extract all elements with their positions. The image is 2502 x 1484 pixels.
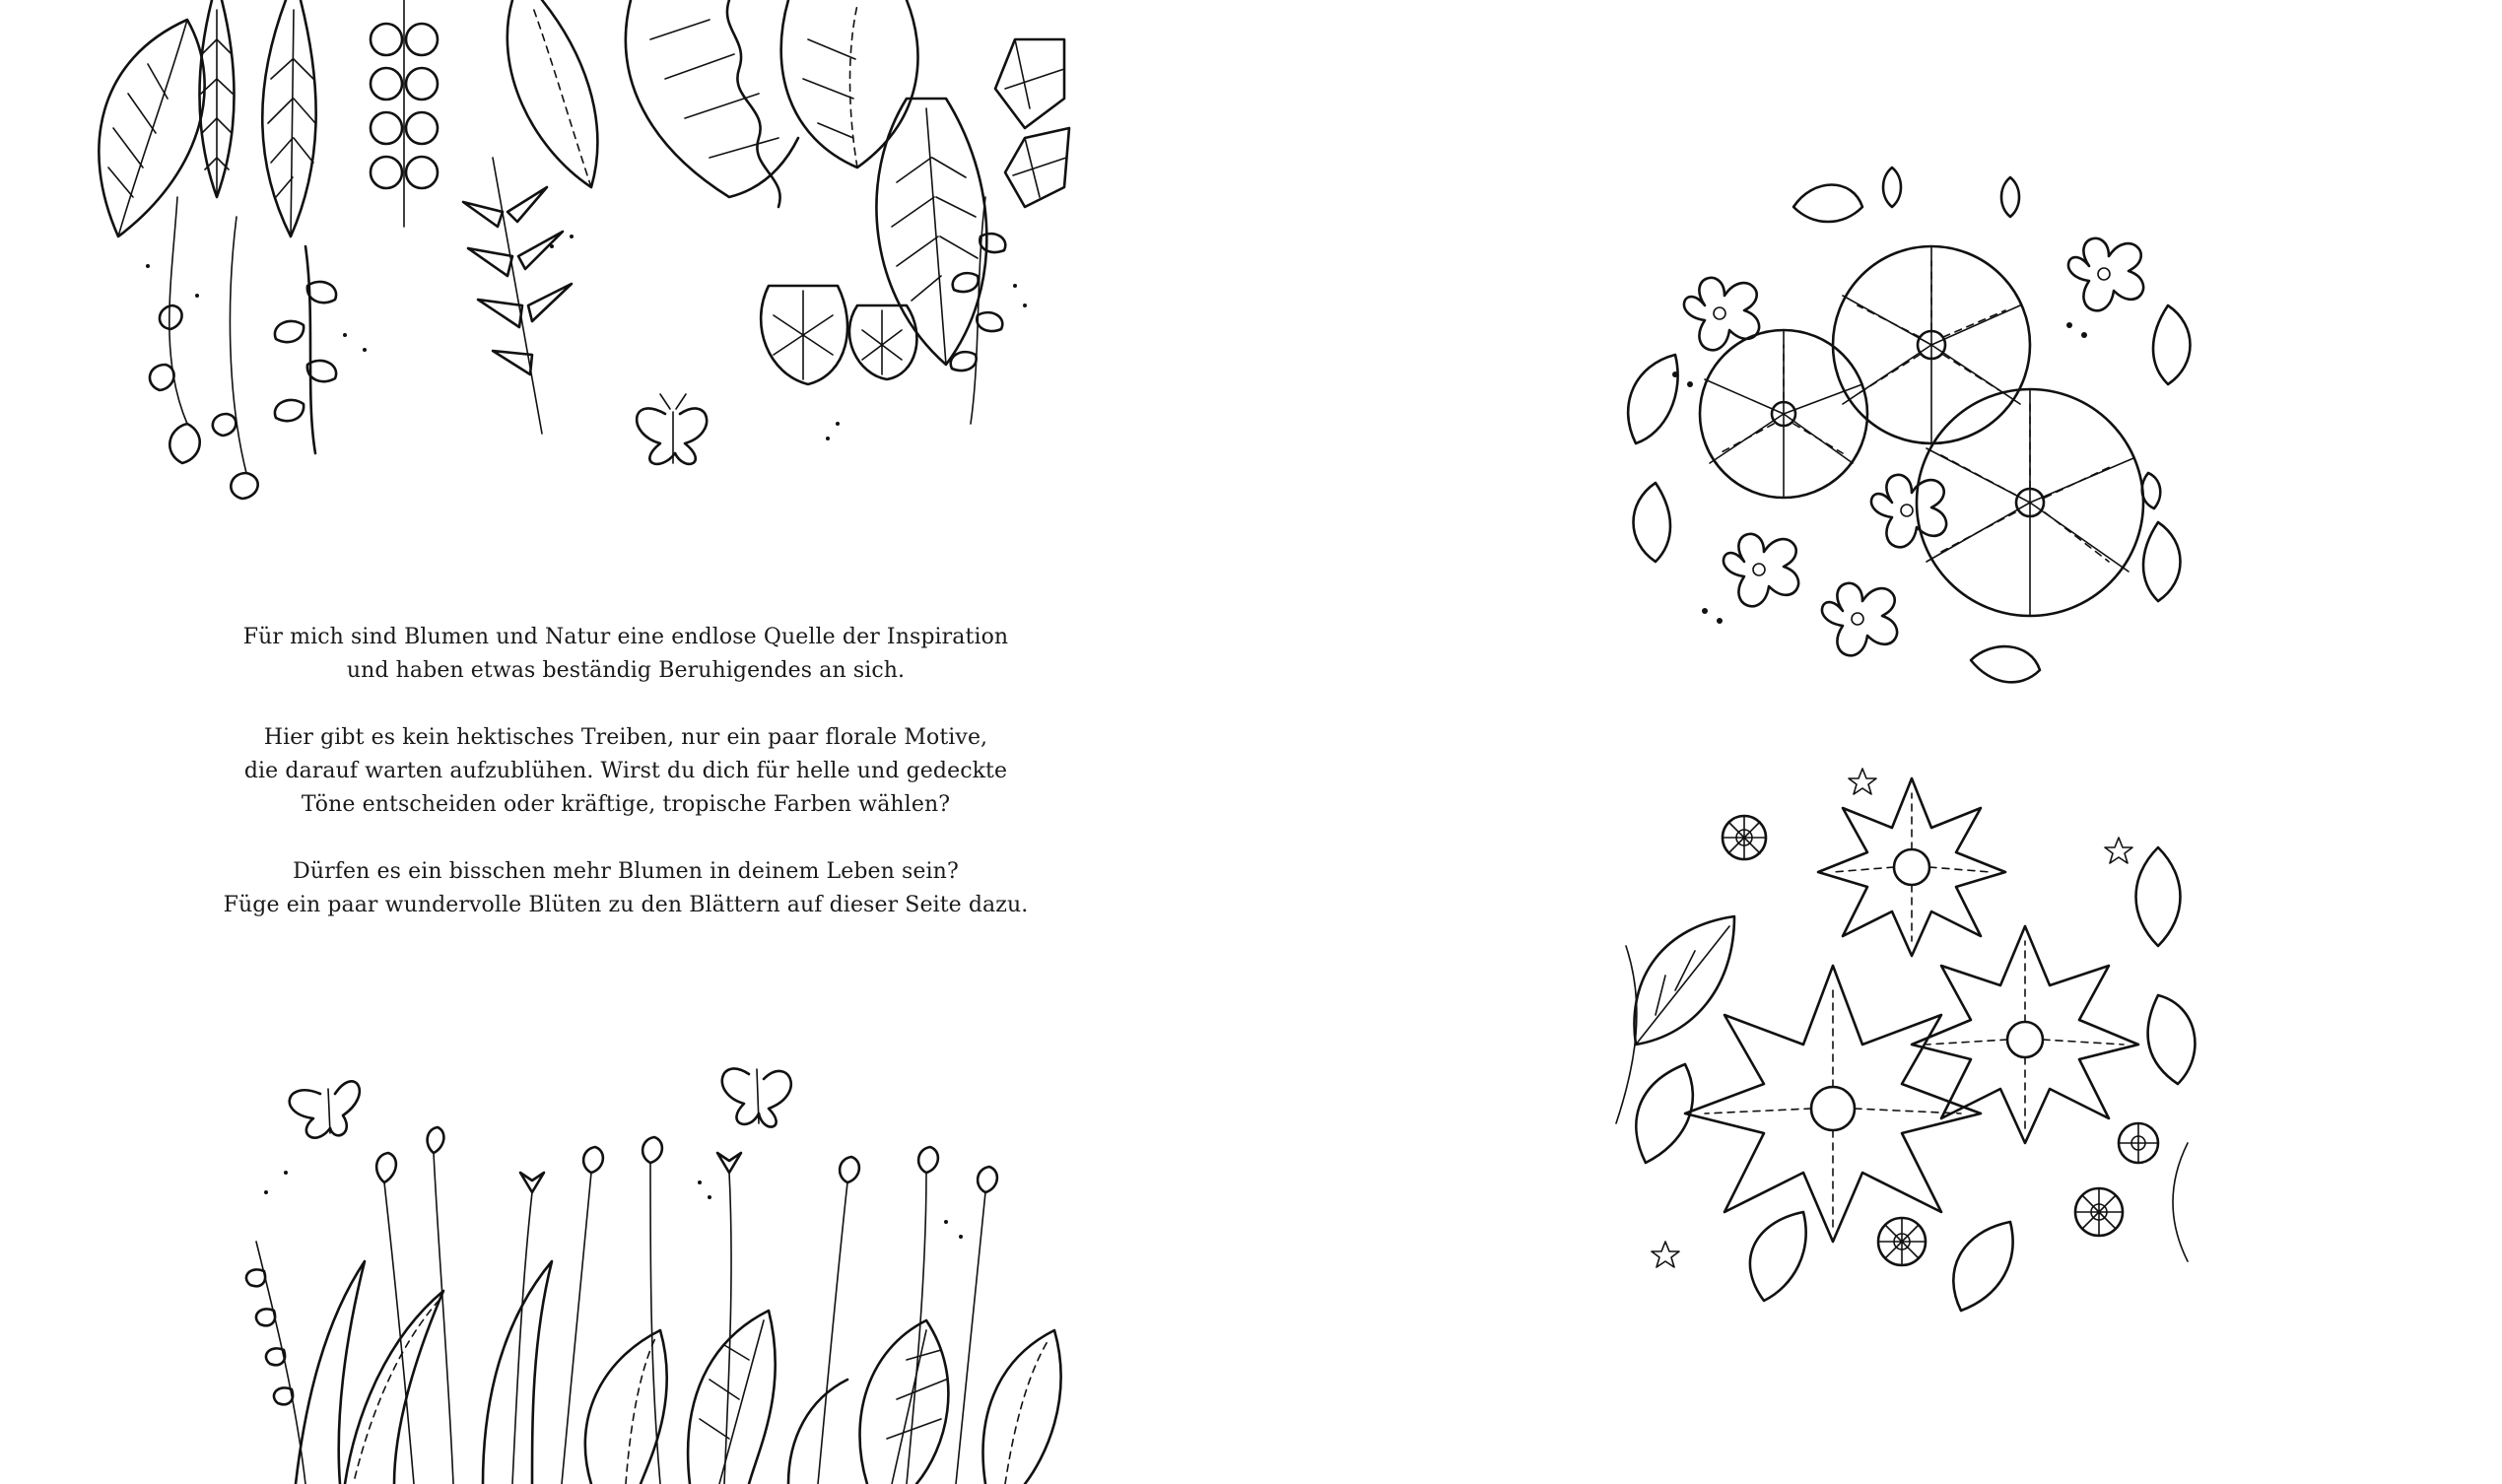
text-line: Hier gibt es kein hektisches Treiben, nur ein paar florale Motive,	[263, 725, 988, 750]
text-line: Dürfen es ein bisschen mehr Blumen in deinem Leben sein?	[293, 859, 959, 884]
ground-plants-illustration	[237, 1025, 1104, 1484]
text-line: und haben etwas beständig Beruhigendes an sich.	[346, 658, 906, 683]
butterfly-icon	[722, 1068, 791, 1126]
paragraph-3	[187, 855, 1064, 922]
butterfly-icon	[637, 394, 707, 464]
paragraph-2	[187, 721, 1064, 822]
text-line: Füge ein paar wundervolle Blüten zu den Blättern auf dieser Seite dazu.	[223, 893, 1029, 917]
butterfly-icon	[290, 1081, 360, 1137]
intro-text	[187, 621, 1064, 956]
text-line: Töne entscheiden oder kräftige, tropische Farben wählen?	[301, 792, 951, 817]
floral-bouquet-illustration	[1596, 148, 2207, 709]
hanging-foliage-illustration	[79, 0, 1074, 503]
text-line: die darauf warten aufzublühen. Wirst du dich für helle und gedeckte	[243, 759, 1008, 783]
text-line: Für mich sind Blumen und Natur eine endlose Quelle der Inspiration	[242, 625, 1009, 649]
paragraph-1	[187, 621, 1064, 688]
floral-bouquet-illustration	[1606, 749, 2207, 1330]
